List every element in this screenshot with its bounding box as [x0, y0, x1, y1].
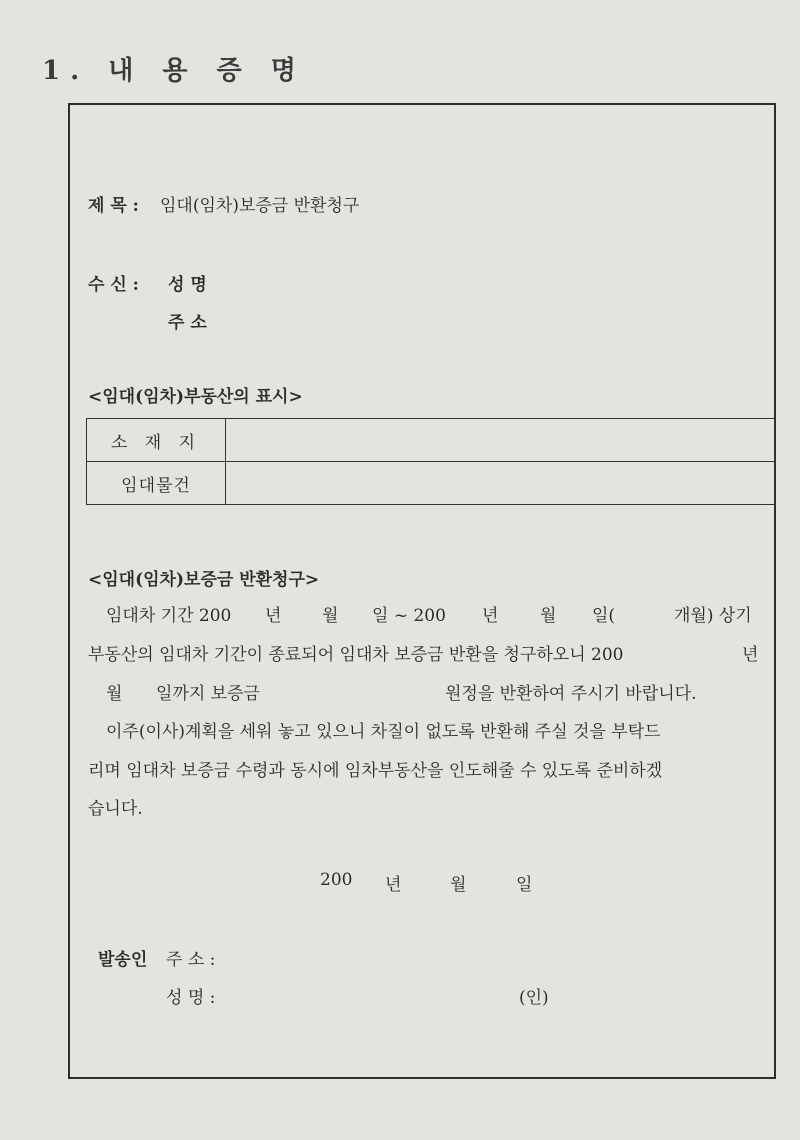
claim-line3-a: 월	[106, 684, 123, 704]
claim-line1-g: 일(	[592, 606, 616, 626]
date-month-unit: 월	[450, 875, 467, 895]
property-table	[86, 418, 775, 505]
seal-mark: (인)	[519, 988, 549, 1008]
sender-label: 발송인	[98, 950, 148, 970]
claim-line1-a: 임대차 기간 200	[106, 606, 232, 626]
letter-frame	[68, 103, 776, 1079]
recipient-label: 수 신 :	[88, 275, 139, 295]
rental-item-label: 임대물건	[87, 462, 226, 505]
claim-line1-d: 일 ~ 200	[372, 606, 446, 626]
subject-label: 제 목 :	[88, 196, 139, 216]
recipient-address-label: 주 소	[168, 313, 207, 333]
date-year-unit: 년	[385, 875, 402, 895]
property-section-title: <임대(임차)부동산의 표시>	[88, 387, 303, 407]
claim-line3-c: 원정을 반환하여 주시기 바랍니다.	[445, 684, 697, 704]
claim-line1-b: 년	[265, 606, 282, 626]
claim-line1-f: 월	[540, 606, 557, 626]
claim-para2-line1: 이주(이사)계획을 세워 놓고 있으니 차질이 없도록 반환해 주실 것을 부탁드	[106, 722, 661, 742]
location-value	[226, 419, 775, 462]
claim-line1-c: 월	[322, 606, 339, 626]
claim-line1-e: 년	[482, 606, 499, 626]
document-title: 1. 내 용 증 명	[42, 56, 306, 86]
claim-line3-b: 일까지 보증금	[156, 684, 260, 704]
subject-value: 임대(임차)보증금 반환청구	[160, 196, 360, 216]
table-row	[87, 462, 775, 505]
sender-name-label: 성 명 :	[166, 988, 216, 1008]
rental-item-value	[226, 462, 775, 505]
location-label: 소 재 지	[87, 419, 226, 462]
claim-line1-h: 개월) 상기	[674, 606, 752, 626]
claim-para2-line2: 리며 임대차 보증금 수령과 동시에 임차부동산을 인도해줄 수 있도록 준비하겠	[88, 761, 663, 781]
date-year: 200	[320, 870, 353, 890]
table-row	[87, 419, 775, 462]
date-day-unit: 일	[516, 875, 533, 895]
claim-section-title: <임대(임차)보증금 반환청구>	[88, 570, 320, 590]
sender-address-label: 주 소 :	[166, 950, 216, 970]
claim-line2-b: 년	[742, 645, 759, 665]
recipient-name-label: 성 명	[168, 275, 207, 295]
claim-line2-a: 부동산의 임대차 기간이 종료되어 임대차 보증금 반환을 청구하오니 200	[88, 645, 624, 665]
claim-para2-line3: 습니다.	[88, 799, 143, 819]
